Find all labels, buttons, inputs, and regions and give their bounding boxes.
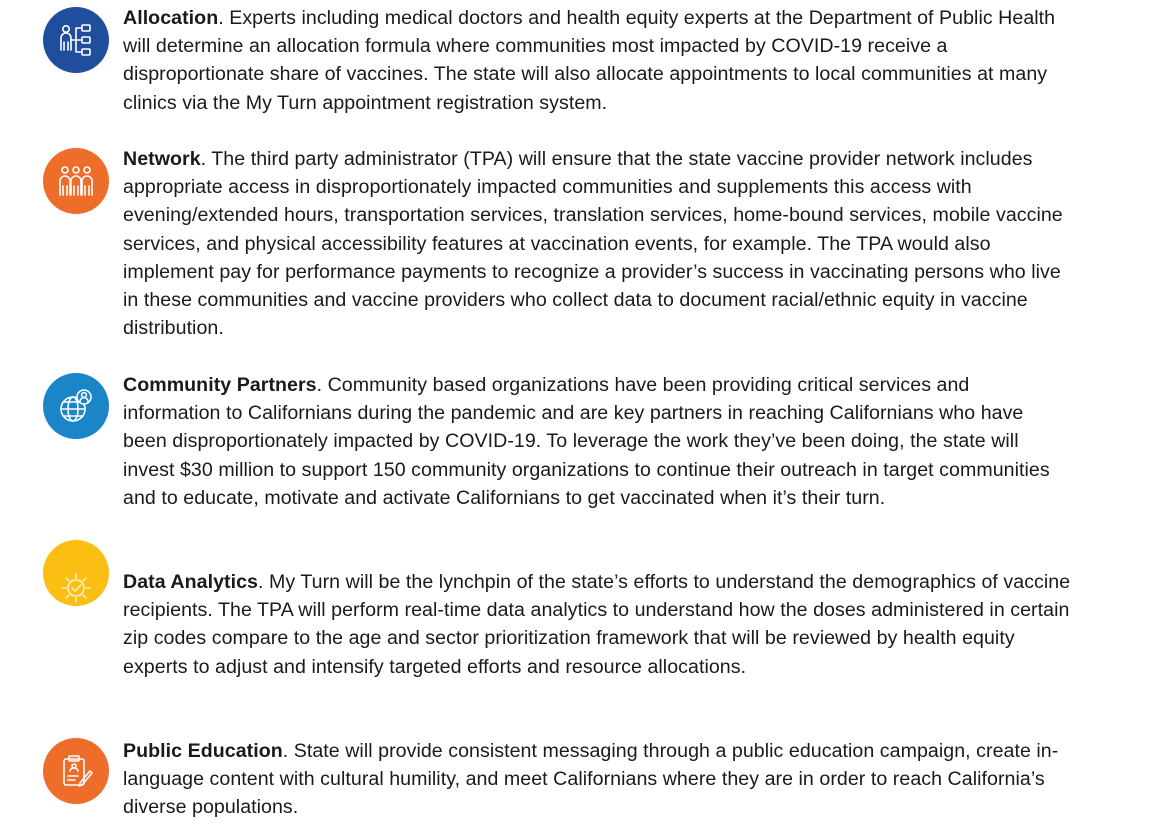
people-network-icon xyxy=(43,148,109,214)
gear-check-icon xyxy=(43,540,109,606)
globe-person-icon xyxy=(43,373,109,439)
network-paragraph xyxy=(123,145,1071,342)
data-analytics-body: . My Turn will be the lynchpin of the state’s efforts to understand the demographics of vaccine recipients. The TPA will perform real-time data analytics to understand how the doses administered in certain zip codes compare to the age and sector prioritization framework that will be reviewed by health equity experts to adjust and intensify targeted efforts and resource allocations. xyxy=(123,571,1071,678)
allocation-paragraph xyxy=(123,4,1071,117)
public-education-paragraph xyxy=(123,737,1071,822)
data-analytics-paragraph xyxy=(123,568,1071,681)
community-partners-body: . Community based organizations have been providing critical services and information to Californians during the pandemic and are key partners in reaching Californians who have been disproportionately impacted by COVID-19. To leverage the work they’ve been doing, the state will invest $30 million to support 150 community organizations to continue their outreach in target communities and to educate, motivate and activate Californians to get vaccinated when it’s their turn. xyxy=(123,374,1050,509)
org-chart-icon xyxy=(43,7,109,73)
community-partners-heading: Community Partners xyxy=(123,374,317,396)
allocation-body: . Experts including medical doctors and health equity experts at the Department of Public Health will determine an allocation formula where communities most impacted by COVID-19 receive a disproportionate share of vaccines. The state will also allocate appointments to local communities at many clinics via the My Turn appointment registration system. xyxy=(123,7,1056,114)
data-analytics-heading: Data Analytics xyxy=(123,571,259,593)
public-education-body: . State will provide consistent messaging through a public education campaign, create in-language content with cultural humility, and meet Californians where they are in order to reach California’s diverse populations. xyxy=(123,740,1059,819)
clipboard-pen-icon xyxy=(43,738,109,804)
network-body: . The third party administrator (TPA) will ensure that the state vaccine provider network includes appropriate access in disproportionately impacted communities and supplements this access with evening/extended hours, transportation services, translation services, home-bound services, mobile vaccine services, and physical accessibility features at vaccination events, for example. The TPA would also implement pay for performance payments to recognize a provider’s success in vaccinating persons who live in these communities and vaccine providers who collect data to document racial/ethnic equity in vaccine distribution. xyxy=(123,148,1063,340)
allocation-heading: Allocation xyxy=(123,7,219,29)
community-partners-paragraph xyxy=(123,371,1071,512)
network-heading: Network xyxy=(123,148,201,170)
public-education-heading: Public Education xyxy=(123,740,283,762)
